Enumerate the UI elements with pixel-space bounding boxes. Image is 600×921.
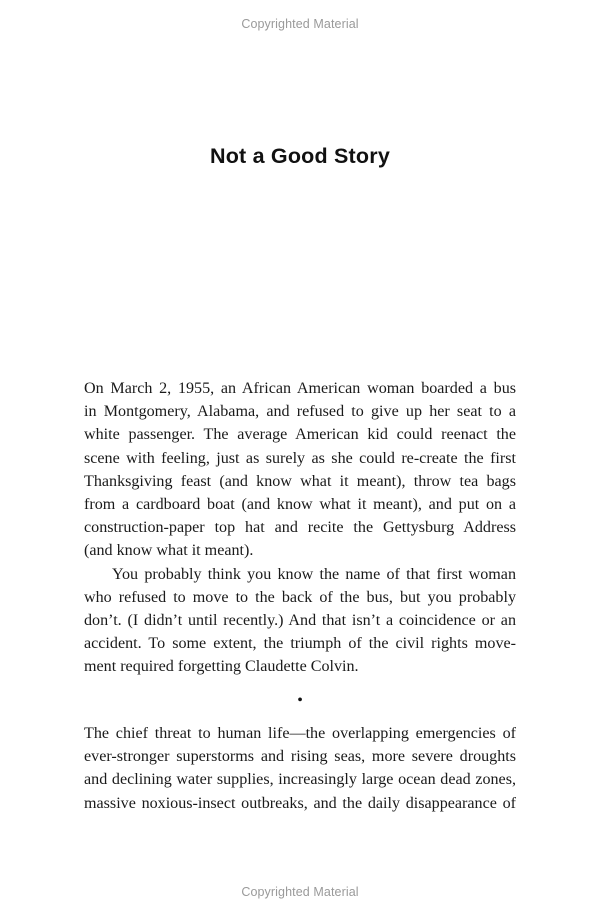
paragraph-2-line: accident. To some extent, the triumph of the civil rights move- [84, 635, 516, 653]
paragraph-3-line: The chief threat to human life—the overlapping emergencies of [84, 725, 516, 742]
paragraph-1-line: Thanksgiving feast (and know what it meant), throw tea bags [84, 472, 516, 490]
paragraph-2-line: who refused to move to the back of the bus, but you probably [84, 588, 516, 606]
paragraph-3-line: ever-stronger superstorms and rising seas, more severe droughts [84, 748, 516, 766]
paragraph-2-line: don’t. (I didn’t until recently.) And that isn’t a coincidence or an [84, 611, 516, 629]
body-text-section-2 [84, 722, 516, 815]
paragraph-1-line: in Montgomery, Alabama, and refused to give up her seat to a [84, 403, 516, 421]
copyright-watermark-top: Copyrighted Material [241, 17, 359, 31]
copyright-watermark-bottom: Copyrighted Material [241, 885, 359, 899]
paragraph-2-line: ment required forgetting Claudette Colvin. [84, 658, 359, 676]
body-text-section-1 [84, 377, 516, 678]
paragraph-2-line: You probably think you know the name of that first woman [112, 565, 516, 583]
paragraph-1-line: construction-paper top hat and recite the Gettysburg Address [84, 519, 516, 537]
section-break-bullet: • [297, 692, 303, 709]
chapter-title: Not a Good Story [210, 144, 390, 168]
paragraph-1-line: white passenger. The average American kid could reenact the [84, 426, 516, 444]
paragraph-1-line: On March 2, 1955, an African American woman boarded a bus [84, 380, 516, 397]
paragraph-3-line: and declining water supplies, increasingly large ocean dead zones, [84, 771, 516, 789]
paragraph-3-line: massive noxious-insect outbreaks, and the daily disappearance of [84, 794, 516, 812]
paragraph-1-line: (and know what it meant). [84, 542, 254, 560]
paragraph-1-line: scene with feeling, just as surely as she could re-create the first [84, 449, 516, 467]
paragraph-1-line: from a cardboard boat (and know what it meant), and put on a [84, 495, 516, 513]
